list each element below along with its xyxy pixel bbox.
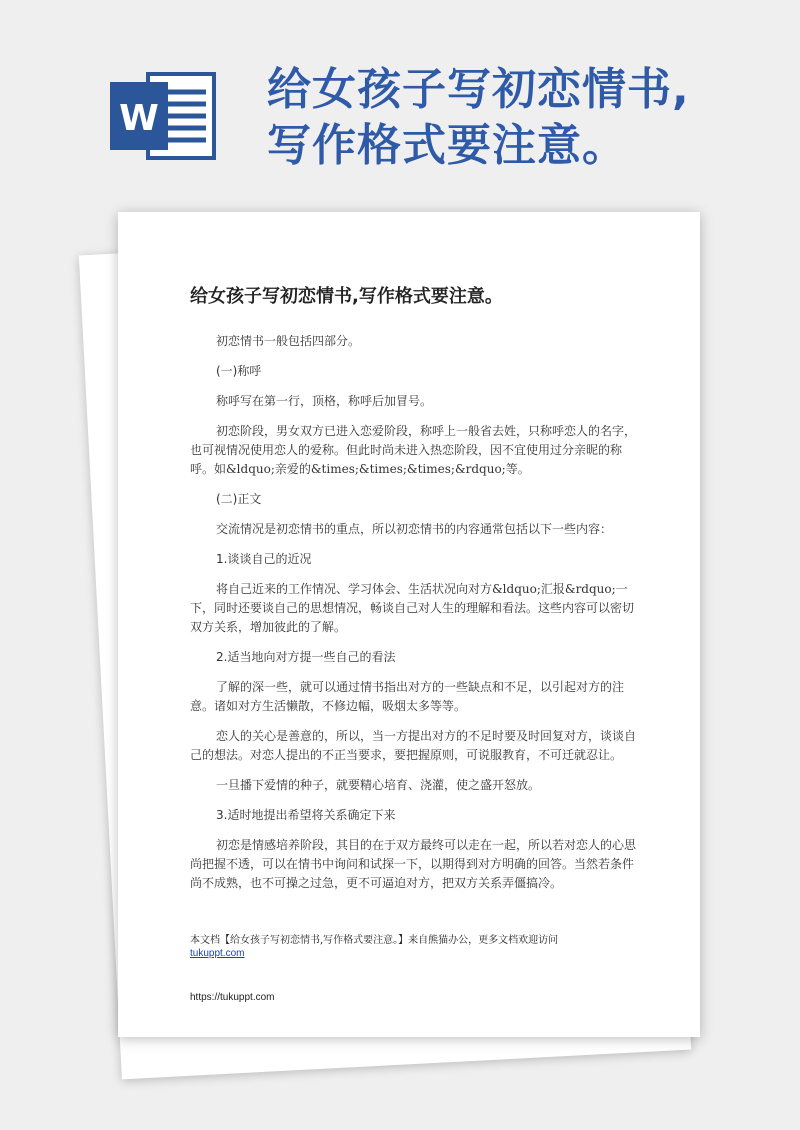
paragraph: 初恋阶段，男女双方已进入恋爱阶段，称呼上一般省去姓，只称呼恋人的名字，也可视情况使用恋人的爱称。但此时尚未进入热恋阶段，因不宜使用过分亲昵的称呼。如&ldquo;亲爱的&times;&times;&times;&rdquo;等。	[190, 424, 637, 476]
paragraph: 将自己近来的工作情况、学习体会、生活状况向对方&ldquo;汇报&rdquo;一下，同时还要谈自己的思想情况，畅谈自己对人生的理解和看法。这些内容可以密切双方关系，增加彼此的了解。	[190, 582, 635, 634]
title-line-1: 给女孩子写初恋情书,	[267, 64, 690, 115]
paragraph: 一旦播下爱情的种子，就要精心培育、浇灌，使之盛开怒放。	[216, 778, 541, 792]
section-heading: (二)正文	[216, 492, 262, 506]
footer-link[interactable]: tukuppt.com	[190, 948, 245, 959]
page-url: https://tukuppt.com	[190, 992, 275, 1003]
paragraph: 交流情况是初恋情书的重点，所以初恋情书的内容通常包括以下一些内容：	[216, 522, 613, 536]
paragraph: 初恋是情感培养阶段，其目的在于双方最终可以走在一起，所以若对恋人的心思尚把握不透，可以在情书中询问和试探一下，以期得到对方明确的回答。当然若条件尚不成熟，也不可操之过急，更不可逼迫对方，把双方关系弄僵搞冷。	[190, 838, 637, 890]
page-title	[267, 62, 777, 174]
word-document-icon	[108, 68, 220, 164]
footer-note: 本文档【给女孩子写初恋情书,写作格式要注意。】来自熊猫办公，更多文档欢迎访问	[190, 935, 559, 946]
paragraph: 初恋情书一般包括四部分。	[216, 334, 361, 348]
document-body	[190, 332, 642, 904]
title-line-2: 写作格式要注意。	[267, 120, 627, 171]
document-page	[118, 212, 700, 1037]
paragraph: 了解的深一些，就可以通过情书指出对方的一些缺点和不足，以引起对方的注意。诸如对方生活懒散，不修边幅，吸烟太多等等。	[190, 680, 625, 713]
subsection-heading: 1.谈谈自己的近况	[216, 552, 312, 566]
paragraph: 称呼写在第一行，顶格，称呼后加冒号。	[216, 394, 433, 408]
section-heading: (一)称呼	[216, 364, 262, 378]
document-title: 给女孩子写初恋情书,写作格式要注意。	[190, 286, 503, 307]
paragraph: 恋人的关心是善意的，所以，当一方提出对方的不足时要及时回复对方，谈谈自己的想法。对恋人提出的不正当要求，要把握原则，可说服教育，不可迁就忍让。	[190, 729, 637, 762]
word-icon-letter: W	[119, 98, 159, 139]
subsection-heading: 2.适当地向对方提一些自己的看法	[216, 650, 396, 664]
subsection-heading: 3.适时地提出希望将关系确定下来	[216, 808, 396, 822]
